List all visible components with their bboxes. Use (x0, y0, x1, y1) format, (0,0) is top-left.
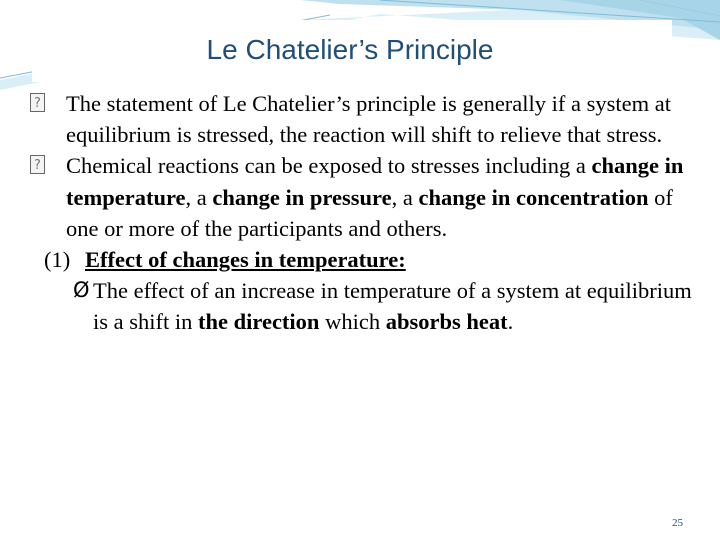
sub-point-temperature (30, 275, 710, 337)
bold-term: change in pressure (212, 184, 392, 210)
missing-glyph-box-icon (30, 93, 45, 112)
paragraph-principle-statement (30, 88, 710, 150)
section-heading (30, 244, 710, 275)
text-run: , a (185, 184, 213, 210)
paragraph-stresses (30, 150, 710, 244)
bold-term: change in temperature (66, 153, 684, 210)
text-run: . (507, 309, 514, 335)
slide-body (30, 88, 710, 338)
bold-term: the direction (198, 309, 320, 335)
arrow-bullet-icon: Ø (73, 278, 90, 303)
text-run: of one or more of the participants and others. (66, 184, 673, 241)
section-number: (1) (44, 247, 71, 273)
section-heading-text: Effect of changes in temperature: (85, 247, 406, 273)
paragraph-text: The statement of Le Chatelier’s principle is generally if a system at equilibrium is stressed, the reaction will shift to relieve that stress. (66, 91, 672, 148)
text-run: The effect of an increase in temperature of a system at equilibrium is a shift in (93, 278, 692, 335)
text-run: which (319, 309, 386, 335)
page-number: 25 (672, 517, 683, 529)
bold-term: absorbs heat (385, 309, 508, 335)
bold-term: change in concentration (418, 184, 649, 210)
slide-title: Le Chatelier’s Principle (206, 34, 494, 65)
text-run: Chemical reactions can be exposed to stresses including a (66, 153, 592, 179)
text-run: , a (391, 184, 419, 210)
missing-glyph-box-icon (30, 155, 45, 174)
